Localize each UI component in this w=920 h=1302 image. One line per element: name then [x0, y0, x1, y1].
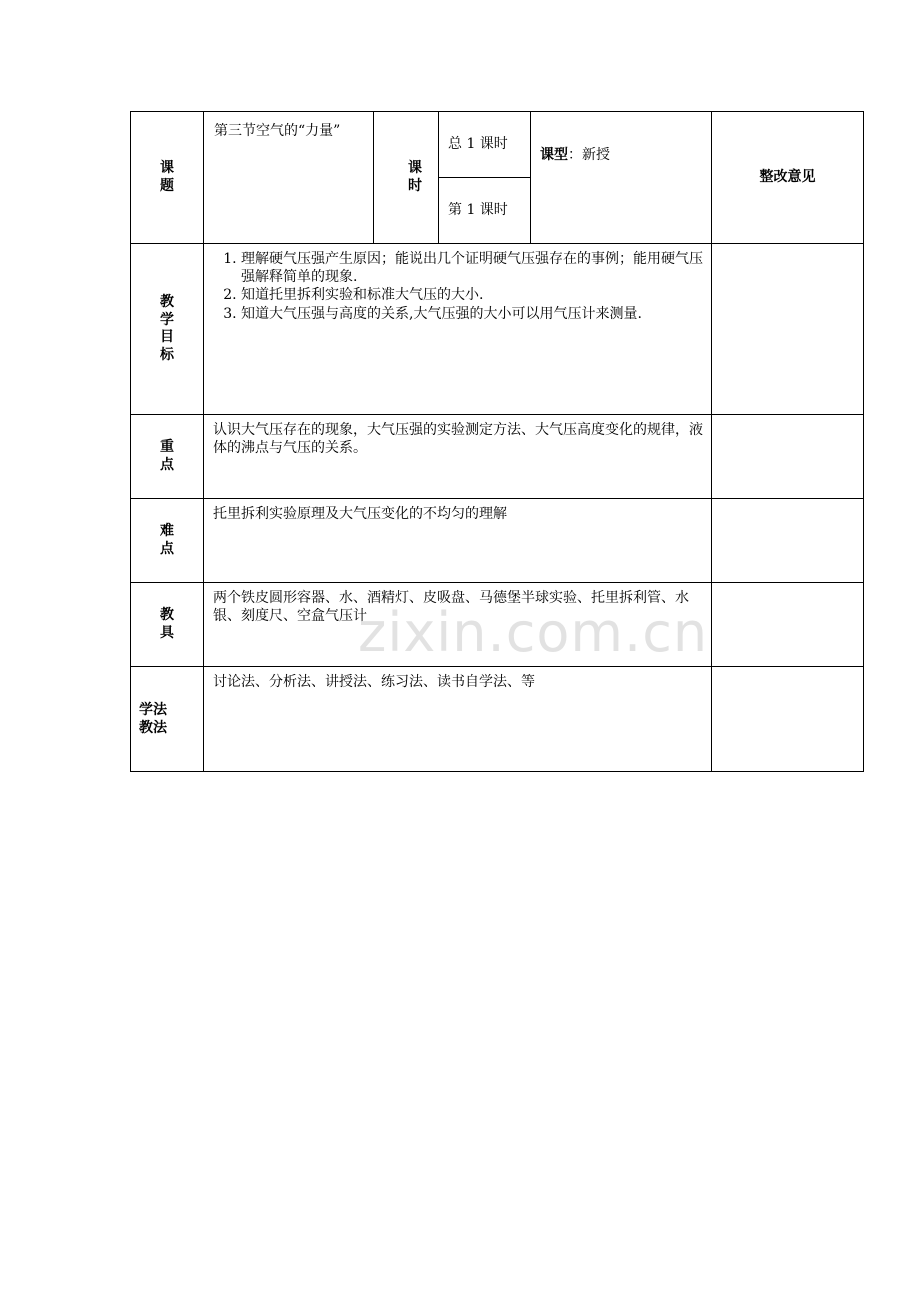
- tools-review-cell: [712, 583, 864, 667]
- total-hours-cell: [439, 112, 531, 178]
- difficulty-label-cell: [131, 499, 204, 583]
- hours-label-cell: [374, 112, 439, 244]
- goals-cell: [204, 244, 712, 415]
- tools-label-cell: [131, 583, 204, 667]
- topic-title: 第三节空气的“力量”: [214, 123, 341, 139]
- methods-cell: [204, 667, 712, 772]
- difficulty-label: 难点: [159, 523, 174, 557]
- difficulty-cell: [204, 499, 712, 583]
- goals-review-cell: [712, 244, 864, 415]
- lesson-plan-table: [130, 111, 864, 772]
- goal-item-1: 1. 理解硬气压强产生原因；能说出几个证明硬气压强存在的事例；能用硬气压强解释简单的现象.: [241, 250, 705, 286]
- key-review-cell: [712, 415, 864, 499]
- watermark: zixin.com.cn: [358, 601, 709, 664]
- lesson-type-cell: [531, 112, 712, 244]
- key-label: 重点: [159, 439, 174, 473]
- goals-list: [213, 250, 705, 323]
- lesson-type-value: ：新授: [568, 147, 610, 163]
- key-label-cell: [131, 415, 204, 499]
- methods-review-cell: [712, 667, 864, 772]
- hours-label: 课时: [407, 160, 422, 194]
- goal-item-3: 3. 知道大气压强与高度的关系,大气压强的大小可以用气压计来测量.: [241, 305, 705, 323]
- teaching-method-label: 教法: [139, 720, 167, 736]
- tools-label: 教具: [159, 607, 174, 641]
- topic-label-cell: [131, 112, 204, 244]
- goals-label-cell: [131, 244, 204, 415]
- goals-label: 教学目标: [159, 294, 174, 363]
- current-hours-cell: [439, 178, 531, 244]
- difficulty-text: 托里拆利实验原理及大气压变化的不均匀的理解: [213, 506, 507, 522]
- review-header: 整改意见: [759, 169, 816, 186]
- study-method-label: 学法: [139, 701, 167, 718]
- key-points-text: 认识大气压存在的现象，大气压强的实验测定方法、大气压高度变化的规律，液体的沸点与气压的关系。: [213, 422, 703, 457]
- goal-item-2: 2. 知道托里拆利实验和标准大气压的大小.: [241, 286, 705, 304]
- topic-label: 课题: [159, 160, 174, 194]
- method-label-cell: [131, 667, 204, 772]
- key-points-cell: [204, 415, 712, 499]
- lesson-type-label: 课型: [540, 147, 568, 163]
- tools-text: 两个铁皮圆形容器、水、酒精灯、皮吸盘、马德堡半球实验、托里拆利管、水银、刻度尺、空盒气压计: [213, 590, 689, 625]
- current-hours: 第 1 课时: [448, 202, 508, 219]
- difficulty-review-cell: [712, 499, 864, 583]
- methods-text: 讨论法、分析法、讲授法、练习法、读书自学法、等: [213, 674, 535, 690]
- tools-cell: [204, 583, 712, 667]
- review-header-cell: [712, 112, 864, 244]
- total-hours: 总 1 课时: [448, 136, 508, 153]
- topic-title-cell: [204, 112, 374, 244]
